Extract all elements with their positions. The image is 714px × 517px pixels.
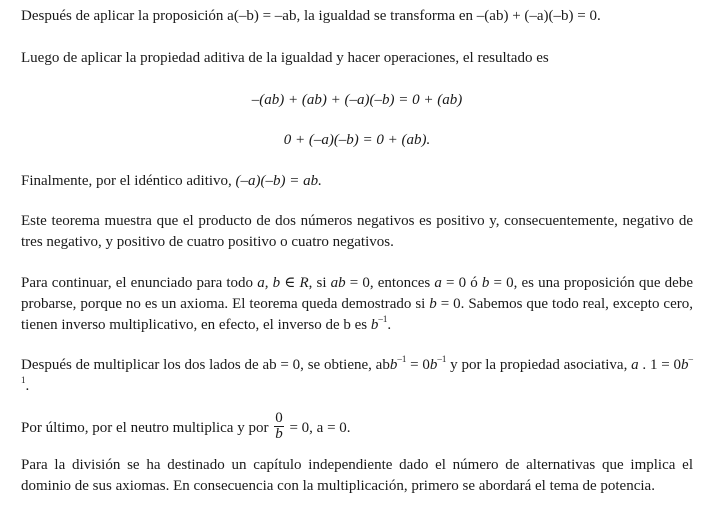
equation-1: –(ab) + (ab) + (–a)(–b) = 0 + (ab)	[251, 92, 463, 108]
p6-math-a: a	[631, 357, 639, 373]
p5-math-ab: ab	[330, 275, 346, 291]
p5-math-a: a	[434, 275, 442, 291]
paragraph-6	[21, 355, 693, 397]
p5-math-set: a, b ∈ R	[257, 275, 309, 291]
paragraph-2: Luego de aplicar la propiedad aditiva de la igualdad y hacer operaciones, el resultado es	[21, 50, 549, 66]
p7-text-b: = 0, a = 0.	[285, 419, 351, 436]
paragraph-3	[21, 171, 693, 192]
p5-math-b2: b	[429, 296, 437, 312]
p6-sup-3: –1	[21, 354, 693, 385]
fraction-denominator: b	[275, 426, 283, 442]
equation-2: 0 + (–a)(–b) = 0 + (ab).	[283, 132, 431, 148]
p5-superscript: –1	[378, 314, 388, 324]
paragraph-1: Después de aplicar la proposición a(–b) = –ab, la igualdad se transforma en –(ab) + (–a)(–b) = 0.	[21, 8, 601, 24]
p5-text-g: = 0 ó	[441, 275, 482, 291]
paragraph-8: Para la división se ha destinado un capítulo independiente dado el número de alternativas que implica el dominio de sus axiomas. En consecuencia con la multiplicación, primero se abordará el tema de potencia.	[21, 457, 693, 494]
p6-math-b: b	[389, 357, 398, 373]
p6-math-b3: b	[680, 357, 689, 373]
paragraph-3-text: Finalmente, por el idéntico aditivo,	[21, 173, 236, 189]
p6-sup-2: –1	[437, 354, 447, 364]
paragraph-3-math: (–a)(–b) = ab.	[235, 173, 322, 189]
p5-text-k: = 0. Sabemos que todo real, excepto cero, tienen inverso multiplicativo, en efecto, el inverso de b es	[21, 296, 693, 333]
p6-text-e: y por la propiedad asociativa,	[446, 357, 632, 373]
p5-math-b3: b	[370, 317, 379, 333]
p6-end: .	[25, 378, 30, 394]
p6-text-a: Después de multiplicar los dos lados de ab = 0, se obtiene, ab	[21, 357, 390, 373]
p5-end: .	[387, 317, 392, 333]
p5-math-b: b	[481, 275, 490, 291]
p7-text-a: Por último, por el neutro multiplica y por	[21, 419, 273, 436]
paragraph-4: Este teorema muestra que el producto de dos números negativos es positivo y, consecuentemente, negativo de tres negativo, y positivo de cuatro positivo o cuatro negativos.	[21, 213, 693, 250]
p6-text-c: = 0	[406, 357, 430, 373]
fraction-numerator: 0	[275, 410, 283, 426]
p5-text-a: Para continuar, el enunciado para todo	[21, 275, 258, 291]
p5-text-e: = 0, entonces	[345, 275, 435, 291]
paragraph-5	[21, 273, 693, 336]
p5-text-i: = 0, es una proposición que debe probarse, porque no es un axioma. El teorema queda demostrado si	[21, 275, 693, 312]
p6-math-b2: b	[429, 357, 438, 373]
p6-sup-1: –1	[397, 354, 407, 364]
paragraph-7	[21, 410, 693, 444]
fraction-zero-over-b	[274, 411, 284, 442]
p6-text-g: . 1 = 0	[638, 357, 681, 373]
p5-text-c: , si	[308, 275, 331, 291]
